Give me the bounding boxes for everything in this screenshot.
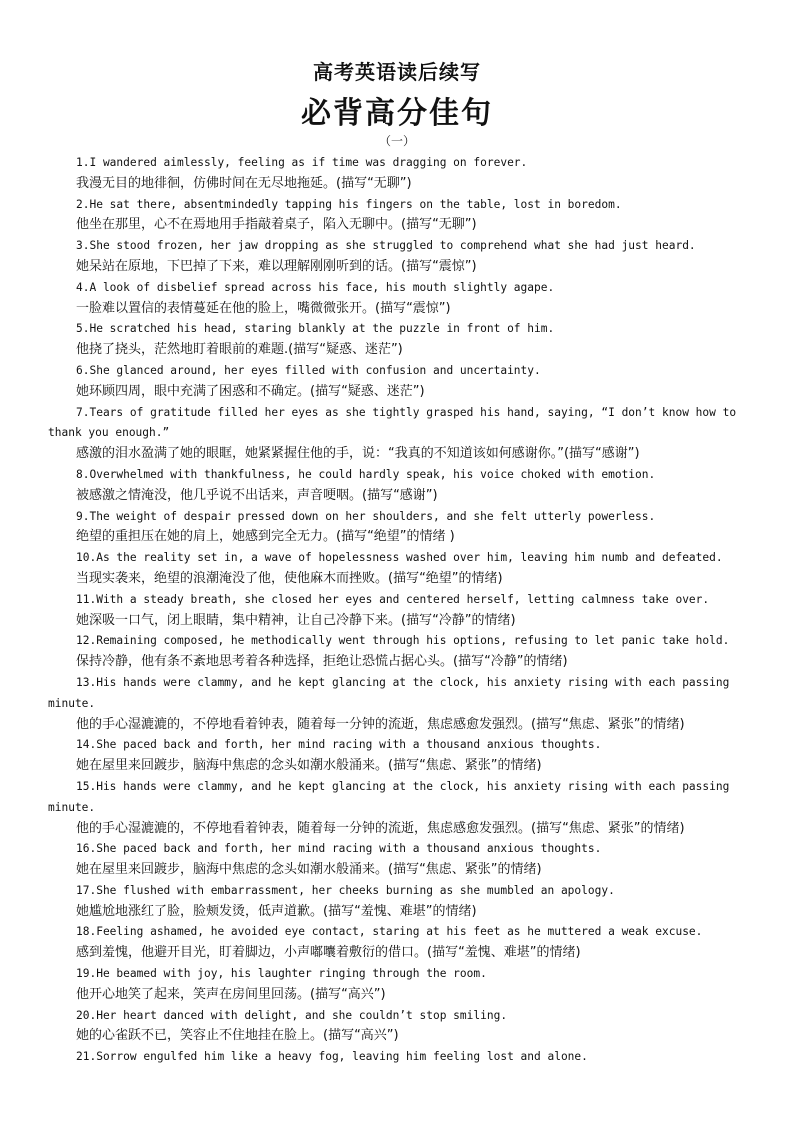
english-sentence: 8.Overwhelmed with thankfulness, he could hardly speak, his voice choked with emotion. <box>76 467 656 481</box>
english-sentence: 3.She stood frozen, her jaw dropping as she struggled to comprehend what she had just heard. <box>76 239 696 253</box>
document-title: 高考英语读后续写 <box>313 60 481 84</box>
list-item <box>48 153 748 195</box>
english-sentence: 13.His hands were clammy, and he kept glancing at the clock, his anxiety rising with each passing minute. <box>48 675 730 710</box>
english-sentence: 5.He scratched his head, staring blankly at the puzzle in front of him. <box>76 322 555 336</box>
english-sentence: 14.She paced back and forth, her mind racing with a thousand anxious thoughts. <box>76 738 602 752</box>
list-item <box>48 465 748 507</box>
english-sentence: 9.The weight of despair pressed down on her shoulders, and she felt utterly powerless. <box>76 509 656 523</box>
list-item <box>48 1047 748 1068</box>
chinese-translation: 保持冷静，他有条不紊地思考着各种选择，拒绝让恐慌占据心头。(描写“冷静”的情绪) <box>76 654 568 670</box>
list-item <box>48 195 748 237</box>
section-number: （一） <box>378 134 415 148</box>
chinese-translation: 她呆站在原地，下巴掉了下来，难以理解刚刚听到的话。(描写“震惊”) <box>76 258 477 274</box>
list-item <box>48 507 748 549</box>
list-item <box>48 548 748 590</box>
english-sentence: 18.Feeling ashamed, he avoided eye contact, staring at his feet as he muttered a weak excuse. <box>76 925 703 939</box>
list-item <box>48 1006 748 1048</box>
chinese-translation: 他的手心湿漉漉的，不停地看着钟表，随着每一分钟的流逝，焦虑感愈发强烈。(描写“焦虑、紧张”的情绪) <box>76 716 685 732</box>
english-sentence: 1.I wandered aimlessly, feeling as if time was dragging on forever. <box>76 156 528 169</box>
chinese-translation: 她在屋里来回踱步，脑海中焦虑的念头如潮水般涌来。(描写“焦虑、紧张”的情绪) <box>76 862 542 878</box>
english-sentence: 19.He beamed with joy, his laughter ringing through the room. <box>76 967 487 981</box>
list-item <box>48 278 748 320</box>
chinese-translation: 她在屋里来回踱步，脑海中焦虑的念头如潮水般涌来。(描写“焦虑、紧张”的情绪) <box>76 758 542 774</box>
chinese-translation: 被感激之情淹没，他几乎说不出话来，声音哽咽。(描写“感谢”) <box>76 487 438 503</box>
list-item <box>48 964 748 1006</box>
english-sentence: 12.Remaining composed, he methodically went through his options, refusing to let panic take hold. <box>76 634 730 648</box>
chinese-translation: 我漫无目的地徘徊，仿佛时间在无尽地拖延。(描写“无聊”) <box>76 175 412 191</box>
english-sentence: 4.A look of disbelief spread across his face, his mouth slightly agape. <box>76 280 555 294</box>
english-sentence: 2.He sat there, absentmindedly tapping his fingers on the table, lost in boredom. <box>76 197 622 211</box>
chinese-translation: 他的手心湿漉漉的，不停地看着钟表，随着每一分钟的流逝，焦虑感愈发强烈。(描写“焦虑、紧张”的情绪) <box>76 820 685 836</box>
english-sentence: 20.Her heart danced with delight, and she couldn’t stop smiling. <box>76 1008 508 1022</box>
list-item <box>48 236 748 278</box>
sentence-list <box>48 153 748 1068</box>
list-item <box>48 403 748 465</box>
chinese-translation: 感激的泪水盈满了她的眼眶，她紧紧握住他的手，说：“我真的不知道该如何感谢你。”(描写“感谢”) <box>76 446 640 462</box>
list-item <box>48 590 748 632</box>
english-sentence: 6.She glanced around, her eyes filled with confusion and uncertainty. <box>76 363 541 377</box>
chinese-translation: 当现实袭来，绝望的浪潮淹没了他，使他麻木而挫败。(描写“绝望”的情绪) <box>76 570 503 586</box>
list-item <box>48 777 748 839</box>
list-item <box>48 361 748 403</box>
list-item <box>48 922 748 964</box>
english-sentence: 15.His hands were clammy, and he kept glancing at the clock, his anxiety rising with each passing minute. <box>48 779 730 814</box>
list-item <box>48 319 748 361</box>
chinese-translation: 绝望的重担压在她的肩上，她感到完全无力。(描写“绝望”的情绪 ) <box>76 529 455 545</box>
english-sentence: 7.Tears of gratitude filled her eyes as she tightly grasped his hand, saying, “I don’t know how to thank you enough.” <box>48 405 737 440</box>
english-sentence: 10.As the reality set in, a wave of hopelessness washed over him, leaving him numb and defeated. <box>76 551 723 565</box>
chinese-translation: 感到羞愧，他避开目光，盯着脚边，小声嘟囔着敷衍的借口。(描写“羞愧、难堪”的情绪) <box>76 945 581 961</box>
chinese-translation: 他坐在那里，心不在焉地用手指敲着桌子，陷入无聊中。(描写“无聊”) <box>76 217 477 233</box>
chinese-translation: 她环顾四周，眼中充满了困惑和不确定。(描写“疑惑、迷茫”) <box>76 383 425 399</box>
english-sentence: 11.With a steady breath, she closed her eyes and centered herself, letting calmness take over. <box>76 592 710 606</box>
list-item <box>48 881 748 923</box>
chinese-translation: 他挠了挠头，茫然地盯着眼前的难题.(描写“疑惑、迷茫”) <box>76 342 403 358</box>
list-item <box>48 673 748 735</box>
list-item <box>48 631 748 673</box>
english-sentence: 21.Sorrow engulfed him like a heavy fog, leaving him feeling lost and alone. <box>76 1050 588 1064</box>
list-item <box>48 839 748 881</box>
chinese-translation: 她的心雀跃不已，笑容止不住地挂在脸上。(描写“高兴”) <box>76 1028 399 1044</box>
english-sentence: 16.She paced back and forth, her mind racing with a thousand anxious thoughts. <box>76 842 602 856</box>
chinese-translation: 她深吸一口气，闭上眼睛，集中精神，让自己冷静下来。(描写“冷静”的情绪) <box>76 612 516 628</box>
chinese-translation: 一脸难以置信的表情蔓延在他的脸上，嘴微微张开。(描写“震惊”) <box>76 300 451 316</box>
chinese-translation: 他开心地笑了起来，笑声在房间里回荡。(描写“高兴”) <box>76 986 386 1002</box>
chinese-translation: 她尴尬地涨红了脸，脸颊发烫，低声道歉。(描写“羞愧、难堪”的情绪) <box>76 903 477 919</box>
document-subtitle: 必背高分佳句 <box>301 96 493 131</box>
english-sentence: 17.She flushed with embarrassment, her cheeks burning as she mumbled an apology. <box>76 883 615 897</box>
list-item <box>48 735 748 777</box>
